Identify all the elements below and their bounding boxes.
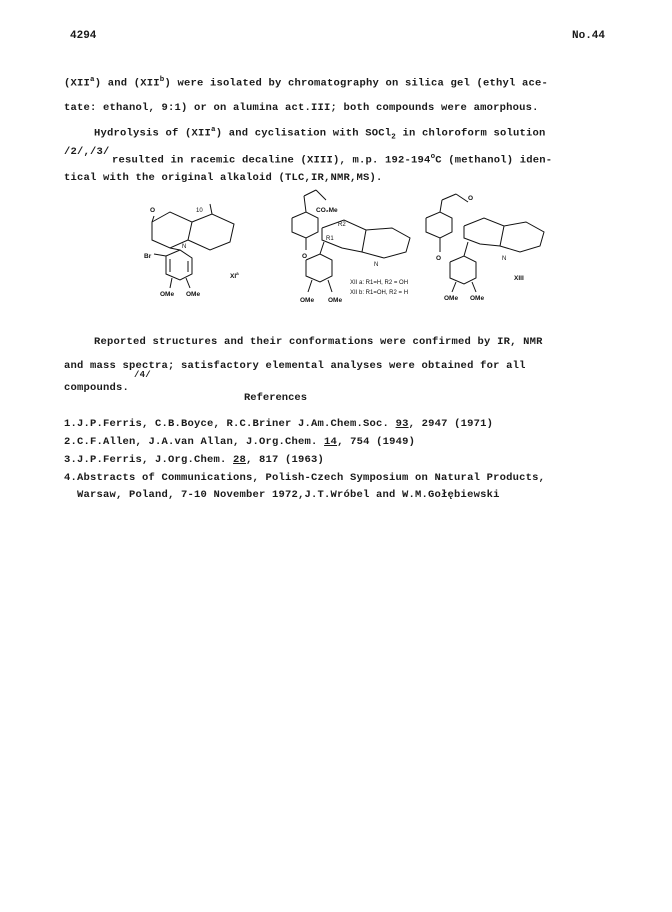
s1-10-label: 10	[196, 208, 203, 214]
s2-legend-2: XII b: R1=OH, R2 = H	[350, 290, 409, 296]
s3-O2-label: O	[436, 255, 442, 262]
reference-4: 4.Abstracts of Communications, Polish-Czech Symposium on Natural Products,	[64, 472, 546, 484]
issue-number: No.44	[572, 30, 606, 42]
s3-ome1: OMe	[444, 295, 459, 302]
s1-ome2: OMe	[186, 291, 201, 298]
s2-aryl-bottom	[306, 254, 332, 282]
s1-ring-a	[152, 212, 192, 248]
s2-legend-1: XII a: R1=H, R2 = OH	[350, 280, 409, 286]
reference-3: 3.J.P.Ferris, J.Org.Chem. 28, 817 (1963)	[64, 454, 325, 466]
reference-4-continued: Warsaw, Poland, 7-10 November 1972,J.T.Wróbel and W.M.Gołębiewski	[64, 489, 500, 501]
s3-decaline	[464, 218, 544, 252]
s3-compound-label: XIII	[514, 275, 524, 282]
page-number: 4294	[70, 30, 97, 42]
body-line-3: Hydrolysis of (XII$^a$) and cyclisation with SOCl$_2$ in chloroform solution	[94, 126, 546, 142]
s2-ome1: OMe	[300, 297, 315, 304]
structures-svg	[130, 182, 550, 318]
body-line-4: resulted in racemic decaline (XIII), m.p. 192-194$^o$C (methanol) iden-	[112, 153, 553, 167]
s1-compound-label: $XI^a$	[230, 271, 239, 280]
reference-1: 1.J.P.Ferris, C.B.Boyce, R.C.Briner J.Am.Chem.Soc. 93, 2947 (1971)	[64, 418, 494, 430]
body-line-5: tical with the original alkaloid (TLC,IR,NMR,MS).	[64, 172, 383, 184]
reference-2: 2.C.F.Allen, J.A.van Allan, J.Org.Chem. 14, 754 (1949)	[64, 436, 416, 448]
s1-N-label: N	[182, 244, 187, 250]
s3-aryl-bottom	[450, 256, 476, 284]
s2-O-label: O	[302, 253, 308, 260]
s3-O1-label: O	[468, 195, 474, 202]
s1-O-label: O	[150, 207, 156, 214]
body-line-8-ref: /4/	[134, 370, 151, 380]
s2-aryl-top	[292, 212, 318, 238]
body-line-2: tate: ethanol, 9:1) or on alumina act.III; both compounds were amorphous.	[64, 102, 539, 114]
body-line-4-ref: /2/,/3/	[64, 146, 110, 158]
body-line-6: Reported structures and their conformations were confirmed by IR, NMR	[94, 336, 543, 348]
s2-ester-label: CO₂Me	[316, 207, 338, 214]
s1-ring-b	[188, 214, 234, 250]
s2-N-label: N	[374, 262, 379, 268]
chemical-structures-figure	[130, 182, 550, 318]
references-heading: References	[244, 392, 308, 404]
s2-decaline	[322, 220, 410, 258]
s3-N-label: N	[502, 256, 507, 262]
s2-ome2: OMe	[328, 297, 343, 304]
body-line-7: and mass spectra; satisfactory elemental analyses were obtained for all	[64, 360, 526, 372]
s1-ome1: OMe	[160, 291, 175, 298]
s3-aryl-top	[426, 212, 452, 238]
s3-ome2: OMe	[470, 295, 485, 302]
body-line-1: (XII$^a$) and (XII$^b$) were isolated by chromatography on silica gel (ethyl ace-	[64, 76, 548, 90]
s2-R1-label: R1	[326, 236, 334, 242]
s2-R2-label: R2	[338, 222, 346, 228]
s1-Br-label: Br	[144, 253, 152, 260]
body-line-8: compounds.	[64, 382, 130, 394]
